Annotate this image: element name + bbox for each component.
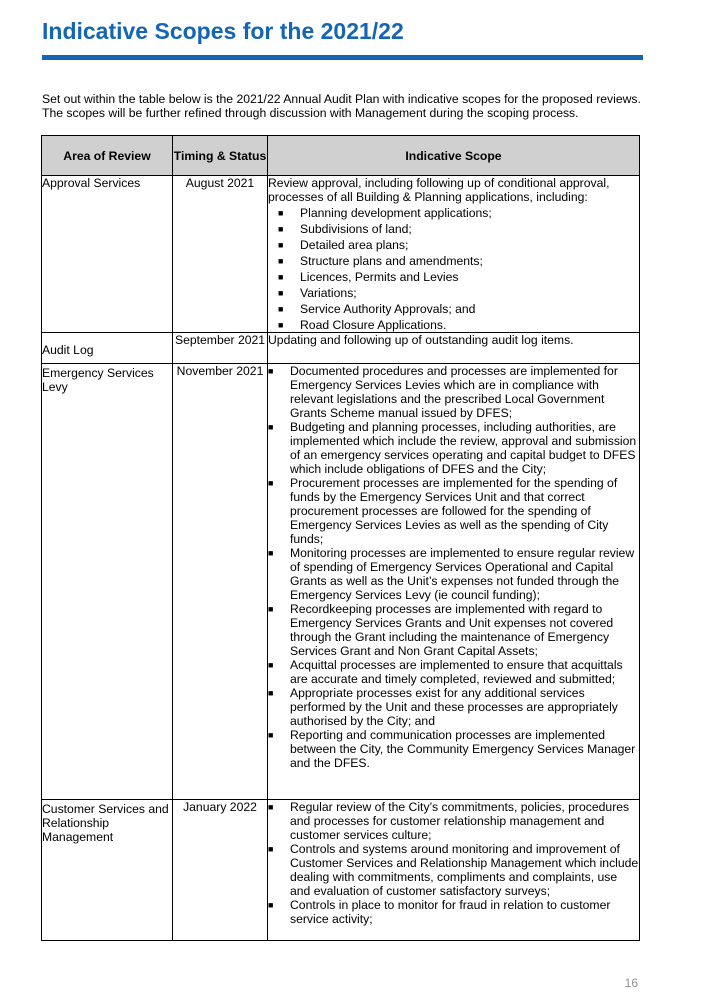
table-row	[42, 176, 640, 333]
list-item: ■ Service Authority Approvals; and	[278, 302, 476, 316]
square-bullet-icon: ■	[278, 320, 284, 330]
list-item: ■ Licences, Permits and Levies	[278, 270, 459, 284]
table-row	[42, 333, 640, 364]
list-item: ■ Reporting and communication processes are implemented between the City, the Community Emergency Services Manager and the DFES.	[268, 728, 636, 770]
scope-text: Review approval, including following up of conditional approval, processes of all Building & Planning applications, including:	[268, 176, 610, 204]
square-bullet-icon: ■	[268, 548, 274, 558]
table-row	[42, 800, 640, 941]
list-item: ■ Procurement processes are implemented for the spending of funds by the Emergency Services Unit and that correct procurement processes are followed for the spending of Emergency Services Levies as well as the spending of City funds;	[268, 476, 618, 546]
scope-text: Updating and following up of outstanding audit log items.	[268, 333, 574, 347]
scope-bullet-list	[268, 206, 639, 332]
audit-plan-table	[41, 135, 640, 941]
square-bullet-icon: ■	[268, 478, 274, 488]
square-bullet-icon: ■	[278, 224, 284, 234]
list-item: ■ Subdivisions of land;	[278, 222, 412, 236]
list-item: ■ Budgeting and planning processes, including authorities, are implemented which include the review, approval and submission of an emergency services operating and capital budget to DFES which include obligations of DFES and the City;	[268, 420, 637, 476]
square-bullet-icon: ■	[278, 304, 284, 314]
scope-bullet-list	[268, 800, 639, 926]
square-bullet-icon: ■	[268, 604, 274, 614]
table-row	[42, 364, 640, 800]
row-timing: November 2021	[173, 364, 268, 800]
row-area: Approval Services	[42, 176, 173, 333]
square-bullet-icon: ■	[278, 288, 284, 298]
square-bullet-icon: ■	[278, 240, 284, 250]
row-scope	[268, 800, 640, 941]
list-item: ■ Monitoring processes are implemented to ensure regular review of spending of Emergency Services Operational and Capital Grants as well as the Unit’s expenses not funded through the Emergency Services Levy (ie council funding);	[268, 546, 635, 602]
list-item: ■ Acquittal processes are implemented to ensure that acquittals are accurate and timely completed, reviewed and submitted;	[268, 658, 623, 686]
square-bullet-icon: ■	[268, 422, 274, 432]
header-indicative-scope: Indicative Scope	[268, 136, 640, 176]
square-bullet-icon: ■	[268, 844, 274, 854]
title-divider	[42, 55, 643, 60]
table-header-row	[42, 136, 640, 176]
header-timing-status: Timing & Status	[173, 136, 268, 176]
row-scope	[268, 176, 640, 333]
square-bullet-icon: ■	[268, 660, 274, 670]
page-title: Indicative Scopes for the 2021/22	[42, 18, 404, 44]
square-bullet-icon: ■	[278, 256, 284, 266]
square-bullet-icon: ■	[278, 272, 284, 282]
list-item: ■ Regular review of the City’s commitments, policies, procedures and processes for customer relationship management and customer services culture;	[268, 800, 630, 842]
list-item: ■ Recordkeeping processes are implemented with regard to Emergency Services Grants and Unit expenses not covered through the Grant including the maintenance of Emergency Services Grant and Non Grant Capital Assets;	[268, 602, 614, 658]
scope-bullet-list	[268, 364, 639, 770]
list-item: ■ Structure plans and amendments;	[278, 254, 483, 268]
row-area: Audit Log	[42, 333, 173, 364]
row-timing: September 2021	[173, 333, 268, 364]
row-scope	[268, 364, 640, 800]
square-bullet-icon: ■	[268, 802, 274, 812]
list-item: ■ Planning development applications;	[278, 206, 492, 220]
square-bullet-icon: ■	[268, 730, 274, 740]
square-bullet-icon: ■	[268, 900, 274, 910]
page-number: 16	[624, 976, 638, 990]
row-area: Emergency Services Levy	[42, 364, 173, 800]
list-item: ■ Variations;	[278, 286, 357, 300]
row-scope	[268, 333, 640, 364]
square-bullet-icon: ■	[268, 688, 274, 698]
intro-paragraph: Set out within the table below is the 2021/22 Annual Audit Plan with indicative scopes for the proposed reviews. The scopes will be further refined through discussion with Management during the scoping process.	[42, 92, 641, 120]
list-item: ■ Controls and systems around monitoring and improvement of Customer Services and Relationship Management which include dealing with commitments, compliments and complaints, use and evaluation of customer satisfactory surveys;	[268, 842, 639, 898]
square-bullet-icon: ■	[268, 366, 274, 376]
list-item: ■ Appropriate processes exist for any additional services performed by the Unit and these processes are appropriately authorised by the City; and	[268, 686, 618, 728]
row-area: Customer Services and Relationship Management	[42, 800, 173, 941]
row-timing: August 2021	[173, 176, 268, 333]
row-timing: January 2022	[173, 800, 268, 941]
list-item: ■ Documented procedures and processes are implemented for Emergency Services Levies which are in compliance with relevant legislations and the prescribed Local Government Grants Scheme manual issued by DFES;	[268, 364, 618, 420]
square-bullet-icon: ■	[278, 208, 284, 218]
list-item: ■ Detailed area plans;	[278, 238, 409, 252]
list-item: ■ Road Closure Applications.	[278, 318, 447, 332]
header-area-of-review: Area of Review	[42, 136, 173, 176]
list-item: ■ Controls in place to monitor for fraud in relation to customer service activity;	[268, 898, 611, 926]
